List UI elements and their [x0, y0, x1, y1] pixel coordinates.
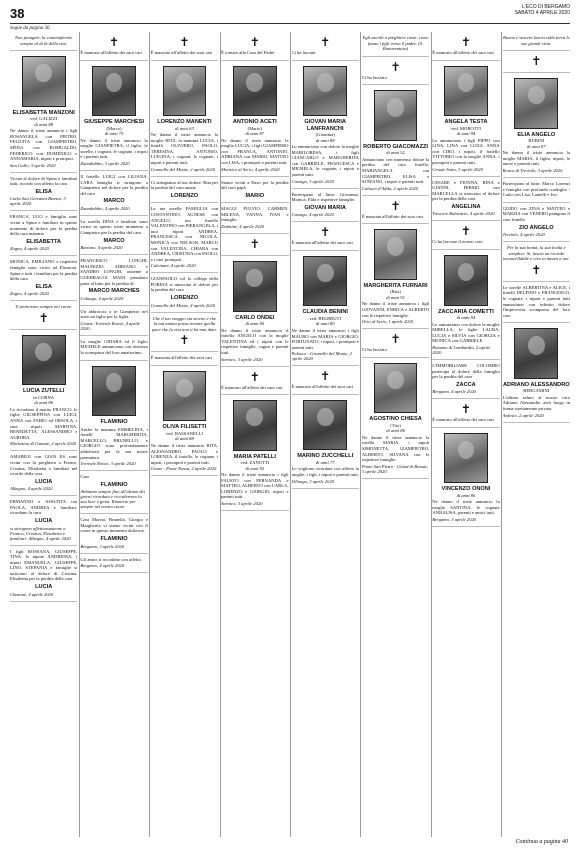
obituary-notice — [432, 399, 499, 428]
obituary-notice — [10, 451, 77, 496]
notice-text: Anche la mamma EMMELINA, i fratelli MARGHERITA, MARCELLO, BRUNELLO, e GIORGIO sono profondamente addolorati per la sua morte prematura. — [80, 426, 148, 460]
place-date: Grumello del Monte, 2 aprile 2020 — [150, 166, 216, 172]
obituary-notice — [221, 203, 288, 234]
notice-text: Vicina al dolore di Spina e familiari tutti, ricordo con affetto la cara — [10, 175, 78, 187]
notice-text: È mancato all'affetto dei suoi cari — [150, 50, 213, 55]
place-date: Cenate Sotto, 3 aprile 2020 — [432, 166, 483, 172]
notice-text: I figli ROSSANA, GIUSEPPE, TINA, le nipote ANDREINA, i nipoti EMANUELA, GIUSEPPE, LINO, STEFANIA e famiglie si uniscono al dolore di Cristina, Elisabetta per la perdita della cara — [10, 548, 78, 582]
age-line: di anni 86 — [386, 428, 405, 434]
cross-icon: ✝ — [249, 35, 260, 49]
cross-icon: ✝ — [320, 369, 331, 384]
deceased-name: MARIA PATELLI — [233, 453, 276, 460]
obituary-notice — [292, 189, 359, 223]
notice-text: Ne danno il triste annuncio la moglie SANTINA, le cognate ANNALISA, parenti e amici tutti. — [432, 499, 500, 516]
deceased-name: GIOVAN MARIA LANFRANCHI — [304, 119, 346, 132]
notice-text: CESARE e FIONNA, RINA e GIANNI, FERMO con MARCELLA si uniscono al dolore per la perdita della cara — [432, 179, 500, 202]
notice-text: MONICA, EMILIANO e rispettive famiglie sono vicini ad Eleonora, Spina e tutti i familiari per la perdita della cara — [10, 259, 78, 282]
obituary-column — [292, 32, 359, 837]
place-date: Carla San Giovanni Bianco, 3 aprile 2020 — [10, 196, 66, 207]
deceased-name: FLAMINIO — [100, 419, 128, 426]
notice-text: Partecipano al lutto: Giovanna, Monica, Elda e rispettive famiglie. — [291, 191, 359, 203]
notice-text: Ne danno il triste annuncio i figli GIOVANNI, ENRICA e ALBERTO con le rispettive famiglie. — [361, 301, 430, 318]
remembered-name: FLAMINIO — [100, 481, 128, 488]
notice-text: Ci ha lasciato il nostro caro — [432, 239, 483, 245]
notice-text: Ne danno il triste annuncio la sorella MARIA, i nipoti SIMONETTA, GIAMPIETRO, ALBERTO, SILVANA con le rispettive famiglie. — [361, 434, 430, 463]
cross-icon: ✝ — [390, 198, 401, 213]
cross-icon: ✝ — [390, 332, 401, 347]
notice-text: La sorella DINA e familiari sono vicini in questo triste momento a Gianpietro per la perdita del caro — [80, 218, 148, 236]
place-date: Abbiamo sempre fino all'ultimo dei giorni ricordato e ricorderemo la sua luce e gioia. Rimarrai per sempre nel nostro cuore. — [80, 489, 145, 510]
obituary-notice — [151, 61, 218, 177]
obituary-column — [503, 32, 570, 837]
obituary-notice — [503, 73, 570, 178]
notice-text: FRANCESCO LONGHI, MAURIZIO, ADRIANO e SANDRO LONGHI, assieme a GUERRAGGI MADI prendono parte al lutto per la perdita di — [80, 258, 148, 286]
obituary-notice — [362, 32, 429, 57]
portrait-photo — [374, 363, 418, 414]
place-date: Grazie. Torreale Rowei, 4 aprile 2020 — [80, 320, 141, 331]
notice-text: Le tue sorelle FAMIGLIA con COSTANTINO, AGNESE con ANGELO, tuo fratello VALENTINO con PIERANGELA, i tuoi nipoti ANDREA, FRANCESCA con NICOLA, MONICA con NELSON, MARCO con VALENTINA, CHIARA con ANDREA, CRISTINA con PAOLO, e i tuoi pronipoti. — [150, 206, 219, 262]
place-date: Bergamo, 4 aprile 2020 — [432, 389, 476, 395]
obituary-notice — [80, 61, 147, 171]
obituary-notice — [80, 361, 147, 472]
name-subtitle: (Marco) — [106, 125, 122, 131]
notice-text: È mancato all'affetto dei suoi cari — [432, 417, 494, 423]
name-subtitle: ved. ZANOTTI — [240, 460, 270, 466]
portrait-photo — [22, 56, 66, 107]
obituary-notice — [432, 61, 499, 177]
obituary-notice — [432, 360, 499, 399]
age-line: di anni 75 — [104, 131, 124, 137]
place-date: Romano di Lombardia, 2 aprile 2020 — [432, 344, 491, 355]
obituary-notice — [80, 554, 147, 574]
notice-text: Lo ricordano il marito FRANCO, le figlie GIUSEPPINA con LUIGI, ANNA con FABIO ed ORSOLA, i suoi nipoti MARTINA, BENEDETTA, ALESSANDRO e AURORA. — [10, 406, 78, 440]
obituary-notice — [80, 514, 147, 553]
obituary-notice — [10, 256, 77, 301]
place-date: Zogno, 4 aprile 2020 — [10, 291, 49, 297]
cross-icon: ✝ — [390, 59, 401, 74]
obituary-notice — [10, 496, 77, 545]
obituary-notice — [221, 234, 288, 256]
notice-text: FRANCA, UGO e famiglia sono vicini a Spina e familiari in questo momento di dolore per la perdita della cara mamma — [10, 214, 78, 237]
obituary-column — [80, 32, 147, 837]
obituary-column — [221, 32, 288, 837]
obituary-notice — [151, 177, 218, 204]
notice-text: Ne danno il triste annuncio la moglie RITA, la mamma LUCIA, i fratelli OLIVIERO, PAOLO, TERESINA, ANTONIO, LUIGINA, i cognati, le cognate, i nipoti e parenti tutti. — [150, 132, 219, 166]
epitaph-quote: Per la sua bontà, la sua lealtà è semplice. Si, lascia un ricordo incancellabile e vivo in mezzo a noi. — [502, 245, 570, 262]
obituary-notice — [80, 336, 147, 361]
notice-text: Il fratello LUIGI con LILIANA, LARA famiglia si stringono a Gianpietro nel dolore per la perdita del caro — [80, 173, 148, 196]
remembered-name: MARCO — [103, 237, 125, 244]
deceased-name: ELIA ANGELO — [517, 131, 556, 138]
obituary-notice — [432, 428, 499, 527]
place-date: Dalmine, 4 aprile 2020 — [221, 224, 264, 230]
obituary-notice — [432, 32, 499, 61]
place-date: Villongo, 3 aprile 2020 — [291, 478, 335, 484]
name-subtitle: in CORNA — [33, 394, 55, 400]
remembered-name: LORENZO — [170, 295, 199, 302]
obituary-notice — [432, 221, 499, 250]
place-date: Grumello del Monte, 4 aprile 2020 — [150, 302, 216, 308]
notice-text: Ci ha lasciato — [361, 74, 387, 80]
portrait-photo — [303, 256, 347, 307]
name-subtitle: ved. BELBRUTI — [309, 315, 341, 321]
remembered-name: MARCO MARCHES — [88, 288, 140, 295]
deceased-name: AGOSTINO CHIESA — [369, 416, 422, 423]
notice-text: Ci ha lasciati — [291, 50, 316, 55]
cross-icon: ✝ — [460, 35, 471, 49]
portrait-photo — [303, 400, 347, 451]
obituary-notice — [292, 366, 359, 395]
masthead — [515, 4, 570, 16]
notice-text: Partecipano al lutto: Marco Lorenzi e famiglia con profondo cordoglio - Carlo con Lisa, Lanielli e Ivo. — [502, 180, 570, 198]
obituary-column — [362, 32, 429, 837]
obituary-notice — [432, 177, 499, 222]
newspaper-name: L'ECO DI BERGAMO — [522, 4, 570, 10]
age-line: di anni 86 — [34, 400, 53, 406]
obituary-notice — [80, 306, 147, 336]
remembered-name: GIOVAN MARIA — [304, 204, 346, 211]
place-date: Torreale Rowei, 3 aprile 2020 — [80, 461, 136, 467]
place-date: Bergamo, 3 aprile 2020 — [80, 543, 125, 549]
cross-icon: ✝ — [179, 35, 190, 49]
notice-text: MAGGI FULVIO, CARMEN, MILENA, VANNA, IVAN e famiglie. — [221, 206, 289, 223]
deceased-name: LORENZO MANENTI — [157, 119, 212, 126]
remembered-name: ANGELINA — [451, 203, 481, 210]
age-line: di anni 94 — [456, 131, 476, 137]
obituary-column — [10, 32, 77, 837]
obituary-notice — [221, 256, 288, 366]
page-number: 38 — [10, 6, 25, 21]
age-line: di anni 91 — [386, 294, 405, 300]
place-date: Casnigo, 4 aprile 2020 — [291, 212, 334, 218]
age-line: di anni 87 — [526, 143, 546, 149]
notice-text: Caro — [80, 474, 90, 480]
portrait-photo — [303, 66, 347, 117]
name-subtitle: (Tito) — [390, 422, 401, 428]
obituary-notice — [10, 32, 77, 51]
obituary-notice — [80, 255, 147, 305]
name-subtitle: ved. MOROTTI — [451, 125, 481, 131]
portrait-photo — [233, 400, 277, 451]
place-date: Zanndobbio, 4 aprile 2020 — [80, 205, 130, 211]
remembered-name: ELISABETTA — [26, 238, 62, 245]
obituary-notice — [503, 323, 570, 422]
deceased-name: CLAUDIA BENINI — [302, 309, 348, 316]
place-date: Sarnico, 3 aprile 2020 — [221, 356, 263, 362]
cross-icon: ✝ — [38, 310, 49, 325]
obituary-notice — [362, 196, 429, 225]
portrait-photo — [163, 371, 207, 422]
epitaph-quote: Non piangete, la contemplerete sempre al di là della vita. — [14, 35, 73, 46]
cross-icon: ✝ — [460, 402, 471, 417]
cross-icon: ✝ — [249, 237, 260, 252]
place-date: Grone - Ponte Nossa, 2 aprile 2020 — [150, 466, 217, 472]
place-date: Zogno, 4 aprile 2020 — [10, 246, 49, 252]
name-subtitle: (Rita) — [390, 289, 401, 295]
deceased-name: ROBERTO GIACOMAZZI — [363, 143, 428, 150]
obituary-notice — [80, 216, 147, 255]
place-date: Sarnico, 3 aprile 2020 — [221, 501, 263, 507]
notice-text: È mancato all'affetto dei suoi cari — [432, 50, 494, 55]
epitaph-quote: Egli ascolti a preghiere come, come fanno i figli verso il padre. (S. Bonaventura) — [362, 35, 429, 52]
obituary-column — [432, 32, 499, 837]
deceased-name: ANGELA TESTA — [444, 119, 488, 126]
notice-text: Lo annunciano con dolore la moglie MIRELLA, le figlie LAURA, LUCIA e SILVIA con GIORGIA e MONICA con GABRIELE. — [432, 321, 500, 344]
remembered-name: MARCO — [103, 198, 125, 205]
portrait-photo — [92, 366, 136, 417]
age-line: di anni 92 — [245, 465, 265, 471]
notice-text: Ne danno il triste annuncio RITA, ALESSANDRO, PAOLO e LORENZA, il fratello, le cognate, i nipoti, i pronipoti e parenti tutti. — [150, 442, 219, 465]
place-date: Treviolo, 4 aprile 2020 — [502, 232, 545, 238]
remembered-name: LORENZO — [170, 192, 199, 199]
cross-icon: ✝ — [531, 54, 542, 69]
obituary-notice — [80, 171, 147, 216]
place-date: San Gallo, 3 aprile 2020 — [10, 162, 56, 168]
name-subtitle: (Giomma) — [315, 132, 335, 138]
obituary-notice — [221, 61, 288, 177]
place-date: Calusco d'Adda, 2 aprile 2020 — [361, 185, 419, 191]
notice-text: Ci stringiamo al tuo dolore. Rita per la perdita del caro amato — [150, 179, 219, 191]
obituary-notice — [362, 224, 429, 329]
place-date: Palosco - Grumello del Monte, 2 aprile 2020 — [291, 351, 352, 362]
obituary-notice — [10, 546, 77, 602]
notice-text: Lo vogliono ricordare con affetto la moglie, i figli, i nipoti e parenti tutti. — [291, 466, 359, 477]
deceased-name: ZACCARIA COMETTI — [438, 308, 494, 315]
cross-icon: ✝ — [531, 262, 542, 277]
cross-icon: ✝ — [109, 35, 120, 49]
notice-text: È mancato all'affetto dei suoi cari — [291, 384, 354, 390]
continued-to: Continua a pagina 40 — [515, 839, 568, 845]
portrait-photo — [514, 78, 558, 129]
age-line: di anni 88 — [34, 121, 53, 127]
deceased-name: CARLO ONDEI — [235, 314, 275, 321]
deceased-name: VINCENZO ONONI — [441, 486, 491, 493]
obituary-notice — [10, 301, 77, 330]
obituary-notice — [292, 395, 359, 489]
notice-text: Ne danno il triste annuncio la moglie MARIA, il figlio, nipoti, le nuore e parenti tutti. — [502, 150, 570, 167]
place-date: si stringono affettuosamente a Franco, Cristina, Elisabetta e familiari. Albegno, 4 aprile 2020 — [10, 525, 71, 541]
place-date: Bariano, 4 aprile 2020 — [80, 245, 123, 251]
portrait-photo — [163, 66, 207, 117]
place-date: Chasone, 4 aprile 2020 — [10, 591, 54, 597]
notice-text: È mancato all'affetto dei suoi cari — [221, 384, 283, 390]
notice-text: Ne danno il triste annuncio il fratello ANGELO con la moglie VALENTINA ed i nipoti con le rispettive famiglie, cugini e parenti tutti. — [221, 327, 289, 355]
age-line: di anni 63 — [175, 125, 194, 131]
obituary-notice — [292, 61, 359, 189]
place-date: Bergamo, 4 aprile 2020 — [80, 563, 125, 569]
deceased-name: GIUSEPPE MARCHESI — [84, 119, 145, 126]
obituary-notice — [503, 178, 570, 203]
epitaph-quote: Che il tuo viaggio sia sereno e che la tua anima possa trovare quella pace che la vita non ti ha mai dato. — [151, 315, 217, 332]
cross-icon: ✝ — [179, 333, 190, 348]
obituary-notice — [221, 395, 288, 511]
obituary-notice — [292, 222, 359, 251]
obituary-notice — [221, 177, 288, 204]
remembered-name: LUCIA — [35, 478, 53, 485]
notice-text: AMABILE con GIAN ES sono vicini con la preghiera a Franco, Cristina, Elisabetta e familiari nel ricordo della cara — [10, 454, 78, 477]
cross-icon: ✝ — [460, 224, 471, 239]
remembered-name: ZIO ANGELO — [519, 224, 554, 231]
place-date: Orio al Serio, 1 aprile 2020 — [361, 319, 414, 325]
obituary-notice — [503, 51, 570, 73]
notice-text: Annunciano con immenso dolore la perdita del caro fratello, MARIANGELA con GIAMPIETRO, ELISA e STEFANO, i nipoti e parenti tutti. — [361, 156, 430, 185]
obituary-notice — [292, 251, 359, 366]
portrait-photo — [233, 66, 277, 117]
notice-text: Le sorelle ALBERTINA e ALICE, i fratelli DELFINO e FRANCESCO, le cognate, i nipoti e parenti tutti annunciano con infinito dolore l'improvvisa scomparsa del loro caro — [502, 284, 570, 318]
notice-text: Lo annunciano con dolore la moglie MARILORESA, i figli GIANCARLO e MARGHERITA con GABRIELE, FRANCESCA e MICHELA, le cognate, i nipoti e parenti tutti. — [291, 144, 359, 178]
age-line: di anni 80 — [315, 321, 335, 327]
place-date: Bergamo, 3 aprile 2020 — [432, 517, 476, 523]
remembered-name: ELISA — [35, 188, 52, 195]
cross-icon: ✝ — [320, 35, 331, 49]
portrait-photo — [233, 261, 277, 312]
deceased-name: LUCIA ZUTELLI — [22, 388, 65, 395]
notice-text: L'ultimo saluto al nostro caro Adriano Alessandro avrà luogo in forma strettamente privata. — [502, 394, 570, 412]
place-date: Trescore Balneario, 4 aprile 2020 — [432, 211, 495, 217]
notice-text: È mancata all'affetto dei suoi cari — [150, 355, 213, 361]
notice-text: L'IMMOBILIARE COLOMBO partecipa al dolore della famiglia per la perdita del caro — [432, 362, 500, 380]
place-date: Mornico al Serio, 4 aprile 2020 — [221, 166, 280, 172]
notice-text: Un abbraccio a te Gianpietro nel stato un figlio per la figlia. — [80, 308, 148, 320]
notice-text: Siamo vicini a Enzo per la perdita del caro papà — [221, 179, 289, 191]
obituary-notice — [221, 367, 288, 396]
age-line: di anni 52 — [386, 150, 405, 156]
obituary-notice — [151, 273, 218, 312]
issue-date: SABATO 4 APRILE 2020 — [514, 10, 570, 16]
notice-text: Cara Marzia, Brunella, Giorgio e Margherita vi siamo vicini con il cuore in questo momento doloroso. — [80, 517, 148, 534]
age-line: di anni 87 — [245, 131, 265, 137]
remembered-name: ELISA — [35, 283, 52, 290]
age-line: di anni 88 — [315, 137, 335, 143]
age-line: di anni 94 — [456, 315, 476, 321]
notice-text: ERMANNO e ASSUNTA con PAOLA, ANDREA e familiari, ricordano la cara — [10, 499, 78, 516]
deceased-name: MARINO ZUCCHELLI — [297, 453, 354, 460]
obituary-notice — [503, 203, 570, 242]
obituary-notice — [221, 32, 288, 61]
portrait-photo — [374, 90, 418, 141]
cross-icon: ✝ — [320, 225, 331, 240]
obituary-notice — [362, 57, 429, 86]
place-date: Casnigo, 3 aprile 2020 — [291, 178, 334, 184]
notice-text: Ci ha lasciato — [361, 347, 387, 353]
cross-icon: ✝ — [249, 369, 260, 384]
remembered-name: LUCIA — [35, 584, 53, 591]
notice-text: Ne danno il triste annuncio i figli FAUSTO con FERNANDA e MATTEO, ALBERTO con CARLA, LORENZO e GIORGIO, nipoti e parenti tutti. — [221, 472, 289, 500]
portrait-photo — [92, 66, 136, 117]
obituary-notice — [503, 282, 570, 324]
obituary-notice — [151, 352, 218, 366]
place-date: Albegno, 4 aprile 2020 — [10, 486, 53, 492]
obituary-notice — [151, 366, 218, 476]
deceased-name: ANTONIO ACETI — [232, 119, 277, 126]
obituary-notice — [503, 32, 570, 51]
deceased-name: OLIVA FILISETTI — [162, 424, 207, 431]
continued-from: Segue da pagina 36 — [10, 26, 50, 31]
portrait-photo — [444, 433, 488, 484]
notice-text: Gli amici ti ricordano con affetto. — [80, 556, 143, 562]
remembered-name: MARIO — [245, 192, 265, 199]
place-date: Morlasino di Usmate, 2 aprile 2020 — [10, 441, 77, 447]
age-line: di anni 88 — [175, 436, 194, 442]
obituary-notice — [10, 51, 77, 173]
epitaph-quote: Ti porteremo sempre nel cuore. — [15, 304, 73, 310]
obituary-notice — [151, 32, 218, 61]
obituary-notice — [362, 85, 429, 195]
place-date: Calcinate, 4 aprile 2020 — [150, 263, 196, 269]
portrait-photo — [374, 229, 418, 280]
obituary-notice — [80, 471, 147, 514]
notice-text: Ne danno il triste annuncio la moglie GIANPIETRA, il figlio, le sorelle, i cognati, le cognate, i nipoti e i parenti tutti. — [80, 137, 148, 160]
obituary-notice — [503, 242, 570, 282]
notice-text: Ne danno il triste annuncio i figli MAURO con MARIA e GIORGIO, FORTUNATO, i nipoti, i pronipoti e parenti tutti. — [291, 327, 359, 350]
notice-text: Lo annunciano i figli PIPPO con LINA, LINA con LUIGI, ANNA con CIRO, i nipoti, il fratello VITTORIO con la moglie ANNA, i pronipoti e parenti tutti. — [432, 137, 500, 165]
obituary-column — [151, 32, 218, 837]
obituary-notice — [10, 211, 77, 256]
obituary-notice — [432, 250, 499, 360]
place-date: Ardesio, 2 aprile 2020 — [502, 412, 544, 418]
obituary-notice — [292, 32, 359, 61]
place-date: Colnago, 4 aprile 2020 — [80, 295, 124, 301]
notice-text: È mancato all'affetto dei suoi cari — [80, 50, 142, 55]
notice-text: È tornato alla Casa del Padre — [221, 50, 275, 55]
obituary-notice — [362, 358, 429, 479]
notice-text: GUIDO con ZINA e MATTEO e MARZIA con VENERO piangono il caro fratello — [502, 205, 570, 222]
notice-text: GIANPAOLO col la collega della FORINA si uniscono al dolore per la perdita del caro — [150, 276, 219, 293]
deceased-name: MARGHERITA FURNARI — [363, 282, 428, 289]
deceased-name: ELISABETTA MANZONI — [12, 109, 75, 116]
portrait-photo — [22, 335, 66, 386]
name-subtitle: RUBINI — [528, 138, 545, 144]
obituary-notice — [151, 203, 218, 273]
remembered-name: ZACCA — [456, 381, 476, 388]
name-subtitle: ved. BASSANELLI — [165, 430, 203, 436]
header-rule — [10, 23, 570, 24]
remembered-name: LUCIA — [35, 518, 53, 524]
epitaph-quote: Buono e sincero lascia sulla terra le sue grandi virtù. — [502, 35, 570, 46]
portrait-photo — [514, 328, 558, 379]
notice-text: È mancata all'affetto dei suoi cari — [361, 213, 424, 219]
notice-text: Ne danno il triste annuncio i figli ROSANGELA con PIETRO, FELICITA con GIAMPIETRO, SPINA con ROMUALDO, FEDERICO con DOMENICO e ANNAMARIA, nipoti e pronipoti. — [10, 128, 78, 162]
obituary-notice — [10, 173, 77, 212]
portrait-photo — [444, 66, 488, 117]
deceased-name: ADRIANO ALESSANDRO — [503, 381, 570, 388]
obituary-notice — [80, 32, 147, 61]
place-date: Ronco di Treviolo, 3 aprile 2020 — [502, 167, 563, 173]
place-date: Zanndobbio, 3 aprile 2020 — [80, 160, 130, 166]
name-subtitle: ved. GALIZZI — [30, 116, 58, 122]
portrait-photo — [444, 255, 488, 306]
remembered-name: FLAMINIO — [100, 536, 128, 542]
place-date: Ponte San Pietro - Gland di Bonate, 3 aprile 2020 — [361, 463, 429, 474]
notice-text: È mancata all'affetto dei suoi cari — [291, 240, 353, 246]
obituary-notice — [362, 329, 429, 358]
age-line: di anni 77 — [315, 459, 335, 465]
age-line: di anni 86 — [456, 492, 476, 498]
name-subtitle: (Mario) — [247, 125, 262, 131]
obituary-notice — [151, 313, 218, 353]
notice-text: La moglie CHIARA ed il figlio MICHELE annunciano con tristezza la scomparsa del loro amatissimo — [80, 338, 148, 355]
name-subtitle: BERGAMINI — [523, 388, 550, 394]
notice-text: Ne danno il triste annuncio la moglie LUCIA, i figli GIAMPIERO con FRANCA, ANTONIO, ADRIANA con MARIO, MATTEO con LISA, i pronipoti e parenti tutti. — [221, 137, 289, 165]
obituary-notice — [10, 330, 77, 452]
age-line: di anni 80 — [245, 321, 265, 327]
